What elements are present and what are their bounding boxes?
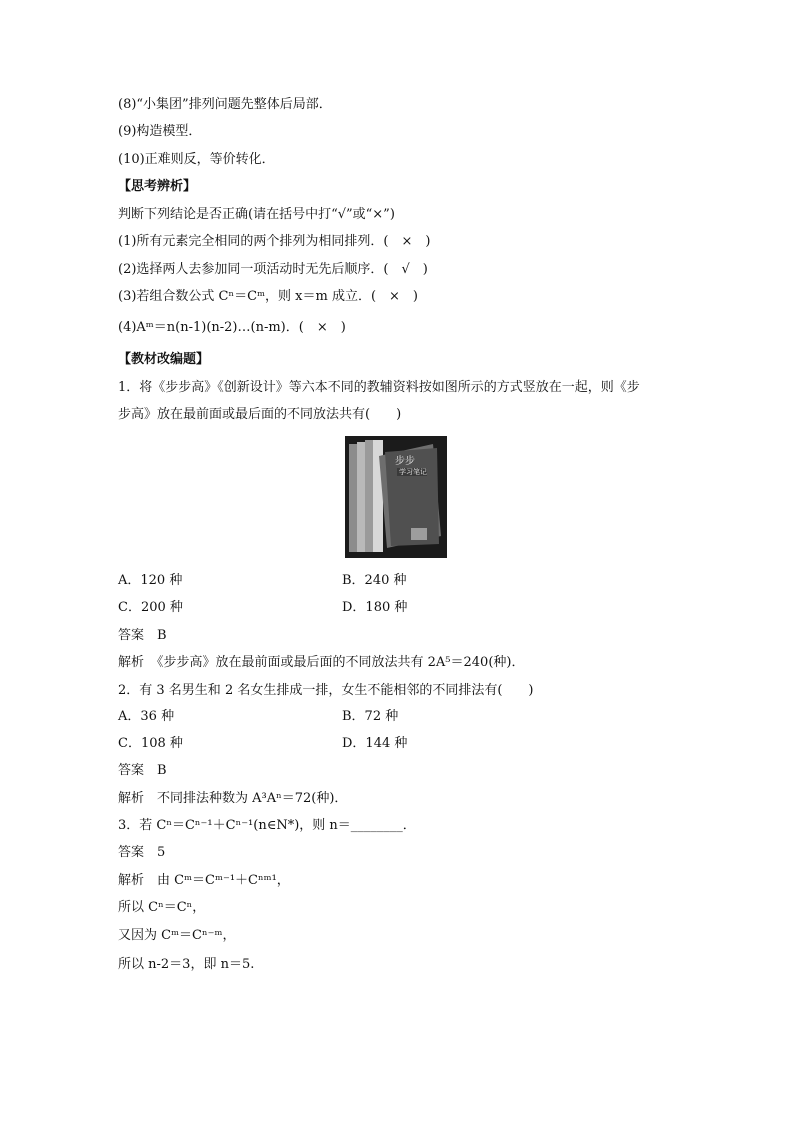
question-1-line2: 步高》放在最前面或最后面的不同放法共有( ) [118, 407, 402, 422]
option-1c: C．200 种 [118, 600, 183, 615]
analysis-3-line4: 所以 n-2＝3，即 n＝5. [118, 957, 255, 972]
books-photo [345, 436, 447, 558]
analysis-1: 解析 《步步高》放在最前面或最后面的不同放法共有 2A⁵＝240(种)． [118, 655, 525, 670]
option-2c: C．108 种 [118, 736, 183, 751]
line-8: (8)“小集团”排列问题先整体后局部． [118, 97, 332, 112]
analysis-3-line3: 又因为 Cᵐ＝Cⁿ⁻ᵐ， [118, 928, 236, 943]
question-3: 3．若 Cⁿ＝Cⁿ⁻¹＋Cⁿ⁻¹(n∈N*)，则 n＝________． [118, 818, 416, 833]
judgement-2: (2)选择两人去参加同一项活动时无先后顺序．( √ ) [118, 262, 428, 277]
section-heading-think: 【思考辨析】 [118, 179, 197, 194]
book-mark: 步步 [395, 456, 415, 467]
option-1b: B．240 种 [342, 573, 407, 588]
line-10: (10)正难则反，等价转化． [118, 152, 275, 167]
analysis-3-line2: 所以 Cⁿ＝Cⁿ， [118, 900, 206, 915]
analysis-3: 解析 由 Cᵐ＝Cᵐ⁻¹＋Cⁿᵐ¹， [118, 873, 290, 888]
judgement-3: (3)若组合数公式 Cⁿ＝Cᵐ，则 x＝m 成立．( × ) [118, 289, 418, 304]
analysis-2: 解析 不同排法种数为 A³Aⁿ＝72(种)． [118, 791, 348, 806]
books-illustration [345, 436, 447, 558]
book-title: 学习笔记 [399, 468, 427, 476]
option-2a: A．36 种 [118, 709, 175, 724]
instruction-text: 判断下列结论是否正确(请在括号中打“√”或“×”) [118, 207, 395, 222]
question-1-line1: 1．将《步步高》《创新设计》等六本不同的教辅资料按如图所示的方式竖放在一起，则《步 [118, 380, 640, 395]
question-2: 2．有 3 名男生和 2 名女生排成一排，女生不能相邻的不同排法有( ) [118, 683, 534, 698]
option-2d: D．144 种 [342, 736, 408, 751]
answer-3: 答案 5 [118, 845, 166, 860]
judgement-1: (1)所有元素完全相同的两个排列为相同排列．( × ) [118, 234, 431, 249]
section-heading-textbook: 【教材改编题】 [118, 352, 210, 367]
judgement-4: (4)Aᵐ＝n(n-1)(n-2)…(n-m)．( × ) [118, 320, 346, 335]
answer-1: 答案 B [118, 628, 167, 643]
answer-2: 答案 B [118, 763, 167, 778]
option-1a: A．120 种 [118, 573, 183, 588]
option-2b: B．72 种 [342, 709, 399, 724]
option-1d: D．180 种 [342, 600, 408, 615]
line-9: (9)构造模型． [118, 124, 202, 139]
